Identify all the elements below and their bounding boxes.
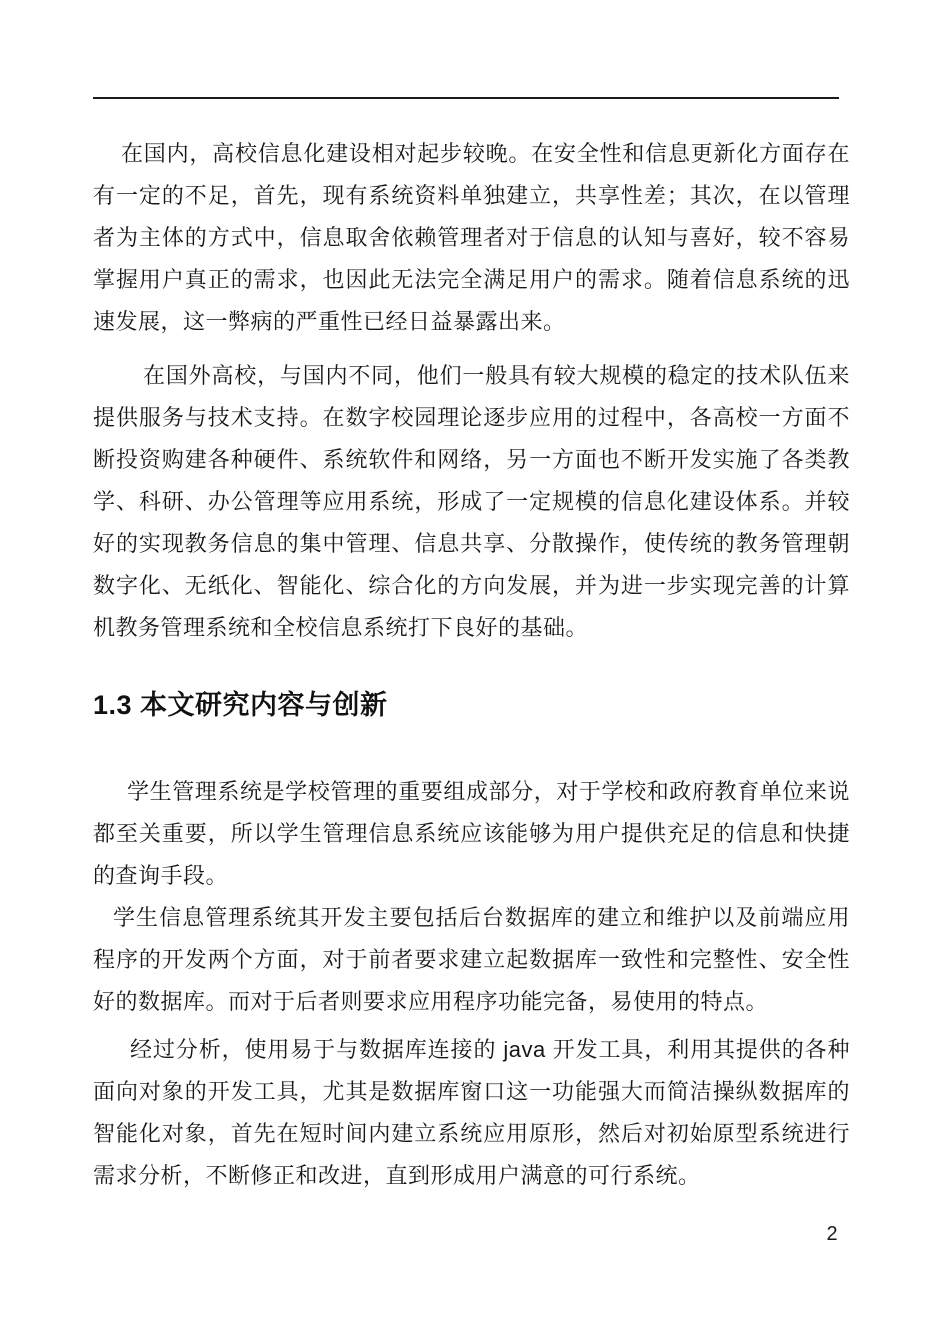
body-paragraph: 经过分析，使用易于与数据库连接的 java 开发工具，利用其提供的各种面向对象的开发工具，尤其是数据库窗口这一功能强大而简洁操纵数据库的智能化对象，首先在短时间内建立系统应用原形，然后对初始原型系统进行需求分析，不断修正和改进，直到形成用户满意的可行系统。	[93, 1037, 850, 1188]
body-paragraph: 在国外高校，与国内不同，他们一般具有较大规模的稳定的技术队伍来提供服务与技术支持。在数字校园理论逐步应用的过程中，各高校一方面不断投资购建各种硬件、系统软件和网络，另一方面也不断开发实施了各类教学、科研、办公管理等应用系统，形成了一定规模的信息化建设体系。并较好的实现教务信息的集中管理、信息共享、分散操作，使传统的教务管理朝数字化、无纸化、智能化、综合化的方向发展，并为进一步实现完善的计算机教务管理系统和全校信息系统打下良好的基础。	[93, 363, 850, 640]
body-paragraph: 学生管理系统是学校管理的重要组成部分，对于学校和政府教育单位来说都至关重要，所以学生管理信息系统应该能够为用户提供充足的信息和快捷的查询手段。	[93, 779, 850, 888]
header-rule	[93, 97, 839, 99]
body-paragraph: 学生信息管理系统其开发主要包括后台数据库的建立和维护以及前端应用程序的开发两个方面，对于前者要求建立起数据库一致性和完整性、安全性好的数据库。而对于后者则要求应用程序功能完备，易使用的特点。	[93, 905, 850, 1014]
body-paragraph: 在国内，高校信息化建设相对起步较晚。在安全性和信息更新化方面存在有一定的不足，首先，现有系统资料单独建立，共享性差；其次，在以管理者为主体的方式中，信息取舍依赖管理者对于信息的认知与喜好，较不容易掌握用户真正的需求，也因此无法完全满足用户的需求。随着信息系统的迅速发展，这一弊病的严重性已经日益暴露出来。	[93, 141, 850, 334]
section-heading: 1.3 本文研究内容与创新	[93, 690, 388, 720]
page-content	[93, 100, 850, 1197]
page-number: 2	[826, 1223, 838, 1245]
